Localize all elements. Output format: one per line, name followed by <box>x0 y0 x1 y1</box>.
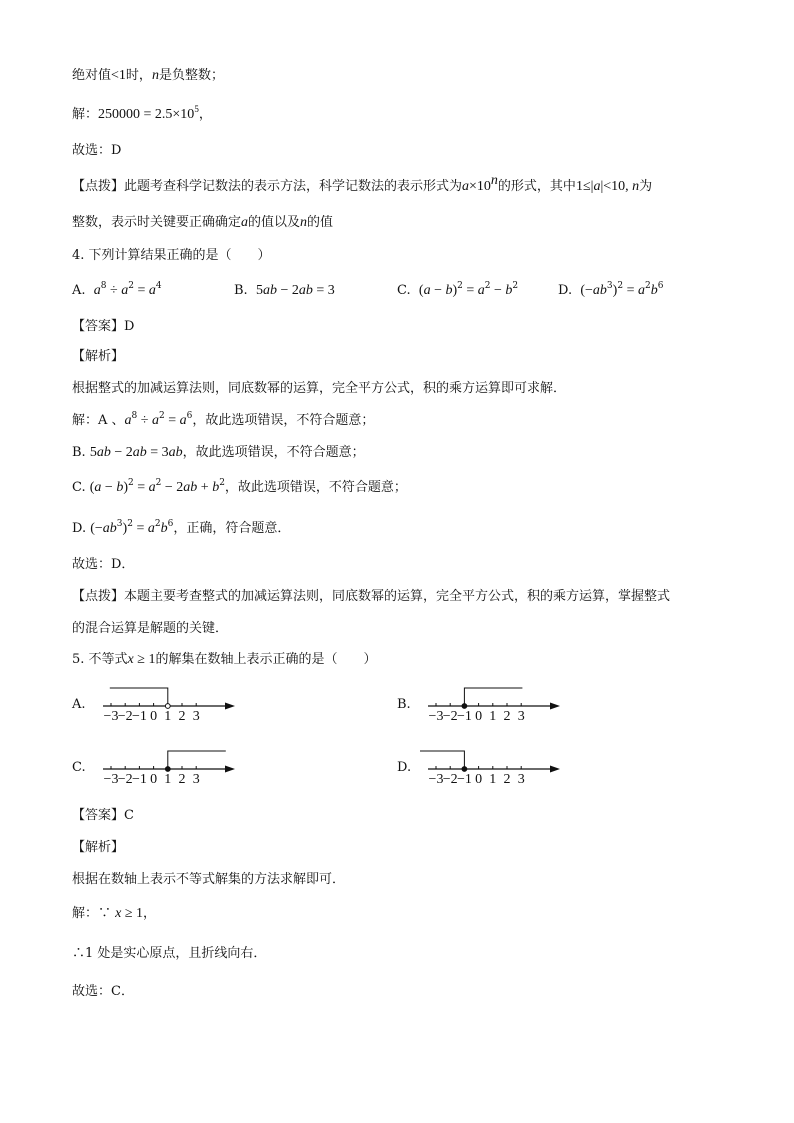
text-line: 的混合运算是解题的关键． <box>72 621 229 636</box>
option-a-label: A. <box>72 697 86 712</box>
tick-label: 0 <box>475 772 483 787</box>
tick-label: 1 <box>164 772 172 787</box>
text-line: 根据整式的加减运算法则，同底数幂的运算，完全平方公式，积的乘方运算即可求解． <box>72 381 567 396</box>
tick-label: −2 <box>442 709 458 724</box>
tick-label: 3 <box>192 709 200 724</box>
text-line: 解：∵ x ≥ 1， <box>72 906 157 921</box>
tick-label: 1 <box>489 709 497 724</box>
text-line: 故选：C． <box>72 984 134 999</box>
text-line: B. 5ab − 2ab = 3ab，故此选项错误，不符合题意； <box>72 445 365 460</box>
tick-label: −1 <box>131 709 147 724</box>
axis-arrow <box>225 766 235 773</box>
tick-label: −2 <box>442 772 458 787</box>
solid-point <box>165 767 170 772</box>
tick-label: −3 <box>103 772 119 787</box>
option-c: C. $(a - b)^2 = a^2 - b^2$ <box>397 281 519 298</box>
tick-label: 2 <box>178 772 186 787</box>
text-line: 根据在数轴上表示不等式解集的方法求解即可． <box>72 872 346 887</box>
tick-label: 3 <box>517 709 525 724</box>
tick-label: 1 <box>489 772 497 787</box>
tick-label: 2 <box>178 709 186 724</box>
number-line-b <box>420 680 580 730</box>
solution-bracket <box>420 751 464 769</box>
text-line: 解：A 、$a^8 \div a^2 = a^6$，故此选项错误，不符合题意； <box>72 411 375 428</box>
tick-label: 1 <box>164 709 172 724</box>
tick-label: −1 <box>456 772 472 787</box>
number-line-a <box>95 680 255 730</box>
answer-4: 【答案】D <box>72 319 135 334</box>
option-c-label: C. <box>72 760 86 775</box>
axis-arrow <box>225 703 235 710</box>
option-d: D. $(-ab^3)^2 = a^2b^6$ <box>558 281 664 298</box>
tick-label: −1 <box>456 709 472 724</box>
tick-label: 2 <box>503 772 511 787</box>
text-line: 【点拨】本题主要考查整式的加减运算法则，同底数幂的运算，完全平方公式，积的乘方运算，掌握整式 <box>72 589 671 604</box>
option-b: B. 5ab − 2ab = 3 <box>234 283 335 298</box>
tick-label: 3 <box>192 772 200 787</box>
number-line-c <box>95 743 255 793</box>
text-line: 解：$250000 = 2.5\times 10^5$， <box>72 104 212 122</box>
tick-label: −3 <box>428 772 444 787</box>
question-4-title: 4. 下列计算结果正确的是（ ） <box>72 248 271 263</box>
text-line: ∴1 处是实心原点，且折线向右． <box>72 946 267 961</box>
tick-label: 0 <box>475 709 483 724</box>
tick-label: −1 <box>131 772 147 787</box>
tick-label: −3 <box>103 709 119 724</box>
option-a: A. $a^8 \div a^2 = a^4$ <box>72 281 162 298</box>
tick-label: 3 <box>517 772 525 787</box>
text-line: 故选：D． <box>72 557 135 572</box>
analysis-4-heading: 【解析】 <box>72 349 125 364</box>
tick-label: −2 <box>117 772 133 787</box>
question-5-title: 5. 不等式x ≥ 1的解集在数轴上表示正确的是（ ） <box>72 652 377 667</box>
tick-label: −2 <box>117 709 133 724</box>
text-line: C. $(a - b)^2 = a^2 - 2ab + b^2$，故此选项错误，不符合题意； <box>72 478 407 495</box>
tick-label: −3 <box>428 709 444 724</box>
tick-label: 0 <box>150 772 158 787</box>
solution-bracket <box>464 688 522 706</box>
axis-arrow <box>550 703 560 710</box>
solid-point <box>462 767 467 772</box>
number-line-d <box>420 743 580 793</box>
hollow-point <box>165 704 170 709</box>
text-line: 整数，表示时关键要正确确定a的值以及n的值 <box>72 215 334 230</box>
option-b-label: B. <box>397 697 411 712</box>
solid-point <box>462 704 467 709</box>
axis-arrow <box>550 766 560 773</box>
tick-label: 2 <box>503 709 511 724</box>
text-line: 故选：D <box>72 143 122 158</box>
analysis-5-heading: 【解析】 <box>72 840 125 855</box>
text-line: 【点拨】此题考查科学记数法的表示方法，科学记数法的表示形式为$a\times 10^n$的形式，其中1≤|a|<10, n为 <box>72 173 653 194</box>
answer-5: 【答案】C <box>72 808 134 823</box>
tick-label: 0 <box>150 709 158 724</box>
solution-bracket <box>168 751 226 769</box>
text-line: D. $(-ab^3)^2 = a^2b^6$，正确，符合题意． <box>72 519 291 536</box>
option-d-label: D. <box>397 760 412 775</box>
solution-bracket <box>110 688 168 706</box>
text-line: 绝对值<1时，n是负整数； <box>72 68 224 83</box>
